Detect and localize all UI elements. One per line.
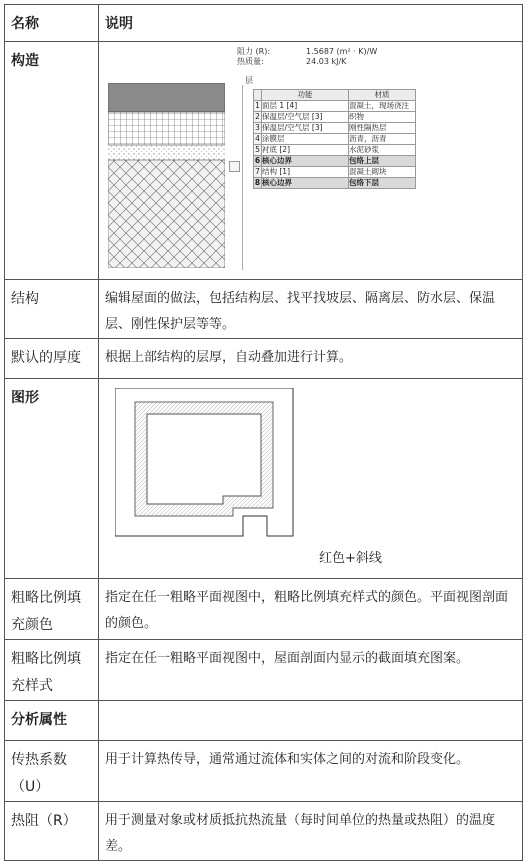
layers-label: 层 [245, 76, 253, 85]
thermal-properties [237, 47, 377, 67]
header-row [5, 5, 523, 42]
resistance-label: 阻力 (R): [237, 47, 271, 56]
thickness-text: 根据上部结构的层厚，自动叠加进行计算。 [105, 350, 353, 365]
structure-label: 结构 [11, 291, 39, 307]
analysis-text [99, 701, 522, 707]
layer-function: 保温层/空气层 [3] [262, 112, 349, 123]
layer-num: 3 [255, 123, 260, 132]
structure-text: 编辑屋面的做法，包括结构层、找平找坡层、隔离层、防水层、保温层、刚性保护层等等。 [105, 291, 496, 332]
panel-divider [242, 85, 243, 270]
roof-outline-figure [115, 388, 315, 548]
layer-num: 8 [254, 178, 261, 187]
r-value-row [5, 802, 523, 861]
layer-row[interactable] [254, 134, 416, 145]
graphics-caption: 红色+斜线 [319, 551, 382, 566]
layer-material: 织物 [349, 112, 416, 123]
coarse-pattern-text: 指定在任一粗略平面视图中，屋面剖面内显示的截面填充图案。 [105, 651, 470, 666]
construction-panel [99, 42, 522, 265]
layer-function: 结构 [1] [262, 167, 349, 178]
layer-num: 4 [255, 134, 260, 143]
layer-function: 保温层/空气层 [3] [262, 123, 349, 134]
layer-function: 核心边界 [262, 156, 349, 167]
structure-row [5, 280, 523, 339]
layer-row[interactable] [254, 178, 416, 189]
col-num-header [254, 90, 262, 101]
r-value-text: 用于测量对象或材质抵抗热流量（每时间单位的热量或热阻）的温度差。 [105, 813, 496, 854]
layers-table-header [254, 90, 416, 101]
scroll-handle[interactable] [229, 161, 240, 172]
thermal-mass-label: 热质量: [237, 57, 264, 66]
layer-function: 涂膜层 [262, 134, 349, 145]
header-description: 说明 [105, 16, 133, 32]
graphics-label: 图形 [11, 390, 39, 406]
analysis-label: 分析属性 [11, 712, 67, 728]
layer-material: 包络下层 [349, 178, 416, 189]
header-name: 名称 [11, 16, 39, 32]
col-function-header: 功能 [262, 90, 349, 101]
thickness-row [5, 339, 523, 379]
layer-num: 5 [255, 145, 260, 154]
u-value-row [5, 741, 523, 802]
coarse-pattern-row [5, 640, 523, 701]
layer-material: 刚性隔热层 [349, 123, 416, 134]
layer-row[interactable] [254, 167, 416, 178]
graphics-preview [99, 379, 522, 569]
layer-material: 沥青，沥青 [349, 134, 416, 145]
layer-row[interactable] [254, 112, 416, 123]
property-table [4, 4, 523, 861]
thickness-label: 默认的厚度 [11, 350, 81, 366]
construction-label: 构造 [11, 53, 39, 69]
coarse-pattern-label: 粗略比例填充样式 [11, 651, 81, 694]
u-value-text: 用于计算热传导，通常通过流体和实体之间的对流和阶段变化。 [105, 752, 470, 767]
layer-num: 6 [254, 156, 261, 165]
coarse-color-label: 粗略比例填充颜色 [11, 590, 81, 633]
analysis-row [5, 701, 523, 741]
layer-row[interactable] [254, 145, 416, 156]
graphics-row [5, 379, 523, 579]
coarse-color-text: 指定在任一粗略平面视图中，粗略比例填充样式的颜色。平面视图剖面的颜色。 [105, 590, 509, 631]
u-value-label: 传热系数（U） [11, 752, 67, 795]
layer-row[interactable] [254, 123, 416, 134]
layer-section-preview [108, 83, 225, 268]
layer-row[interactable] [254, 101, 416, 112]
layer-num: 7 [255, 167, 260, 176]
r-value-label: 热阻（R） [11, 813, 77, 829]
construction-row [5, 42, 523, 280]
resistance-value: 1.5687 (m² · K)/W [306, 47, 378, 56]
layer-row[interactable] [254, 156, 416, 167]
layer-material: 混凝土砌块 [349, 167, 416, 178]
thermal-mass-value: 24.03 kJ/K [306, 57, 347, 66]
coarse-color-row [5, 579, 523, 640]
layers-table [253, 89, 416, 189]
layer-num: 2 [255, 112, 260, 121]
layer-material: 水泥砂浆 [349, 145, 416, 156]
layer-function: 核心边界 [262, 178, 349, 189]
col-material-header: 材质 [349, 90, 416, 101]
layer-num: 1 [255, 101, 260, 110]
layer-function: 衬底 [2] [262, 145, 349, 156]
layer-function: 面层 1 [4] [262, 101, 349, 112]
layer-material: 包络上层 [349, 156, 416, 167]
layer-material: 混凝土，现场浇注 [349, 101, 416, 112]
